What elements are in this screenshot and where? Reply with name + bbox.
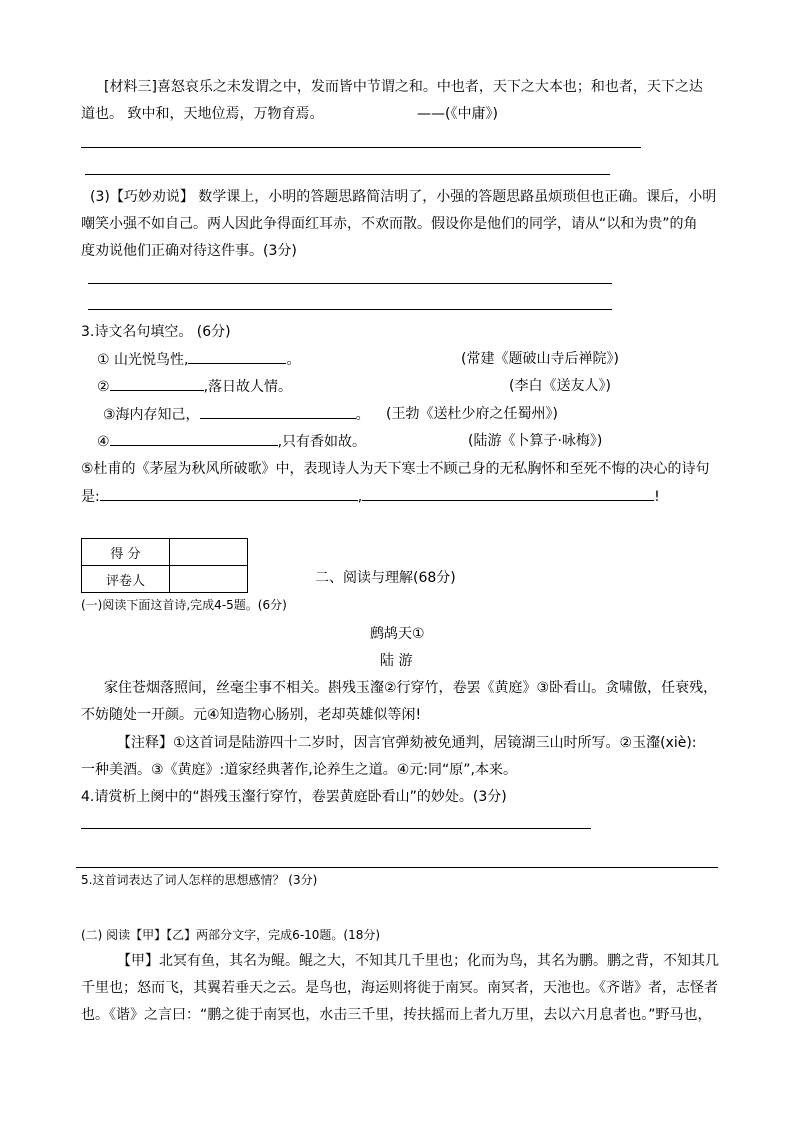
poem-author: 陆 游 [380, 653, 413, 669]
q3-persuade-line1: (3)【巧妙劝说】 数学课上，小明的答题思路简洁明了，小强的答题思路虽烦琐但也正确。课后，小明 [90, 189, 717, 205]
answer-line [76, 867, 718, 868]
poem-item-text: 。 [286, 352, 301, 368]
material3-source: ——(《中庸》) [417, 106, 498, 122]
poem-item-source: (常建《题破山寺后禅院》) [461, 351, 619, 367]
score-value-cell[interactable] [170, 539, 248, 566]
fill-blank[interactable] [200, 403, 356, 419]
answer-line [88, 283, 612, 284]
question-4: 4.请赏析上阕中的“斟残玉瀣行穿竹，卷罢黄庭卧看山”的妙处。(3分) [81, 789, 507, 805]
q3-persuade-line3: 度劝说他们正确对待这件事。(3分) [81, 243, 297, 259]
score-label: 得 分 [82, 539, 170, 566]
q3-persuade-line2: 嘲笑小强不如自己。两人因此争得面红耳赤，不欢而散。假设你是他们的同学，请从“以和为贵”的角 [81, 216, 698, 232]
poem-line1: 家住苍烟落照间，丝毫尘事不相关。斟残玉瀣②行穿竹，卷罢《黄庭》③卧看山。贪啸傲，任衰残， [104, 680, 718, 696]
grader-value-cell[interactable] [170, 566, 248, 593]
poem-line2: 不妨随处一开颜。元④知造物心肠别，老却英雄似等闲! [81, 707, 422, 723]
poem-title: 鹧鸪天① [370, 626, 425, 642]
answer-line [81, 147, 641, 148]
fill-blank[interactable] [110, 430, 278, 446]
poem-item-text: ,落日故人情。 [203, 379, 293, 395]
jia-line2: 千里也；怒而飞，其翼若垂天之云。是鸟也，海运则将徙于南冥。南冥者，天池也。《齐谐》者，志怪者 [81, 980, 718, 996]
fill-blank[interactable] [100, 485, 358, 501]
poem-item-3 [103, 403, 370, 424]
poem-item-source: (王勃《送杜少府之任蜀州》) [386, 406, 558, 422]
poem-item-text: ! [654, 489, 660, 505]
part1-intro: (一)阅读下面这首诗,完成4-5题。(6分) [81, 598, 287, 612]
poem-item-text: , [357, 489, 363, 505]
note-line1: 【注释】①这首词是陆游四十二岁时，因言官弹劾被免通判，居镜湖三山时所写。②玉瀣(xiè): [117, 735, 697, 751]
poem-item-1 [97, 348, 300, 369]
part2-intro: (二) 阅读【甲】【乙】两部分文字，完成6-10题。(18分) [81, 928, 381, 942]
grader-label: 评卷人 [82, 566, 170, 593]
poem-item-2 [97, 375, 292, 396]
poem-item-text: 。 [355, 407, 370, 423]
poem-item-5-line2 [81, 485, 660, 506]
note-line2: 一种美酒。③《黄庭》:道家经典著作,论养生之道。④元:同“原”,本来。 [81, 762, 517, 778]
fill-blank[interactable] [362, 485, 654, 501]
fill-blank[interactable] [188, 348, 286, 364]
section2-title: 二、阅读与理解(68分) [315, 570, 456, 586]
poem-item-text: ,只有香如故。 [277, 434, 367, 450]
poem-item-source: (李白《送友人》) [509, 378, 611, 394]
poem-item-4 [97, 430, 366, 451]
poem-item-5-line1: ⑤杜甫的《茅屋为秋风所破歌》中，表现诗人为天下寒士不顾己身的无私胸怀和至死不悔的决心的诗句 [81, 461, 710, 477]
poems-heading: 3.诗文名句填空。 (6分) [81, 324, 231, 340]
answer-line [81, 828, 591, 829]
score-table [81, 538, 248, 593]
material3-line2: 道也。 致中和，天地位焉，万物育焉。 [81, 106, 324, 122]
poem-item-text: ③海内存知己， [103, 407, 200, 423]
poem-item-text: ② [97, 379, 110, 395]
jia-line3: 也。《谐》之言曰：“鹏之徙于南冥也，水击三千里，抟扶摇而上者九万里，去以六月息者也。”野马也， [81, 1007, 712, 1023]
question-5: 5.这首词表达了词人怎样的思想感情？ (3分) [81, 873, 318, 887]
poem-item-source: (陆游《卜算子·咏梅》) [468, 433, 603, 449]
answer-line [88, 309, 612, 310]
poem-item-text: ① 山光悦鸟性, [97, 352, 189, 368]
poem-item-text: ④ [97, 434, 110, 450]
jia-line1: 【甲】北冥有鱼，其名为鲲。鲲之大，不知其几千里也；化而为鸟，其名为鹏。鹏之背，不知其几 [117, 953, 719, 969]
poem-item-text: 是: [81, 489, 100, 505]
fill-blank[interactable] [110, 375, 204, 391]
answer-line [85, 174, 610, 175]
material3-line1: [材料三]喜怒哀乐之未发谓之中，发而皆中节谓之和。中也者，天下之大本也；和也者，天下之达 [104, 79, 703, 95]
